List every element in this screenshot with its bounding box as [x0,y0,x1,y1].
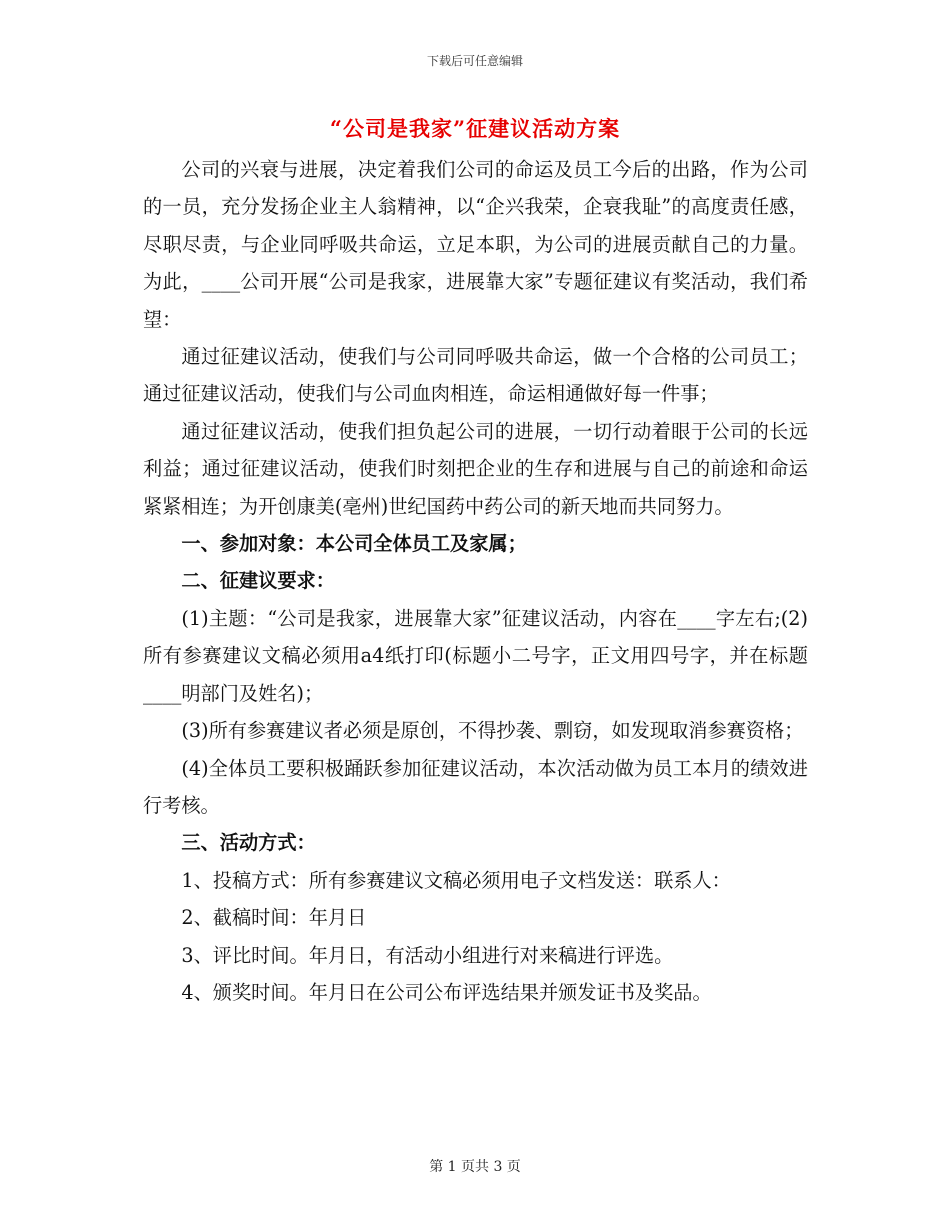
method-item-1: 1、投稿方式：所有参赛建议文稿必须用电子文档发送：联系人： [181,868,731,892]
requirement-item-4: (4)全体员工要积极踊跃参加征建议活动，本次活动做为员工本月的绩效进行考核。 [143,756,808,817]
section-heading-participants: 一、参加对象：本公司全体员工及家属； [181,532,527,556]
method-item-4: 4、颁奖时间。年月日在公司公布评选结果并颁发证书及奖品。 [181,980,712,1004]
section-heading-method: 三、活动方式： [181,831,316,855]
page-header: 下载后可任意编辑 [426,54,523,68]
section-heading-requirements: 二、征建议要求： [181,569,335,593]
goal-paragraph-1: 通过征建议活动，使我们与公司同呼吸共命运，做一个合格的公司员工；通过征建议活动，使我们与公司血肉相连，命运相通做好每一件事； [143,345,808,406]
goal-paragraph-2: 通过征建议活动，使我们担负起公司的进展，一切行动着眼于公司的长远利益；通过征建议活动，使我们时刻把企业的生存和进展与自己的前途和命运紧紧相连；为开创康美(亳州)世纪国药中药公司的新天地而共同努力。 [143,419,808,518]
method-item-2: 2、截稿时间：年月日 [181,906,367,930]
document-body [143,151,808,1011]
requirement-item-3: (3)所有参赛建议者必须是原创，不得抄袭、剽窃，如发现取消参赛资格； [181,719,804,743]
requirement-item-1-2: (1)主题：“公司是我家，进展靠大家”征建议活动，内容在____字左右;(2)所有参赛建议文稿必须用a4纸打印(标题小二号字，正文用四号字，并在标题____明部门及姓名)； [143,606,808,705]
intro-paragraph: 公司的兴衰与进展，决定着我们公司的命运及员工今后的出路，作为公司的一员，充分发扬企业主人翁精神，以“企兴我荣，企衰我耻”的高度责任感，尽职尽责，与企业同呼吸共命运，立足本职，为公司的进展贡献自己的力量。为此，____公司开展“公司是我家，进展靠大家”专题征建议有奖活动，我们希望： [143,158,808,331]
document-title: “公司是我家”征建议活动方案 [329,116,621,141]
method-item-3: 3、评比时间。年月日，有活动小组进行对来稿进行评选。 [181,943,674,967]
page-footer: 第 1 页共 3 页 [429,1159,521,1175]
